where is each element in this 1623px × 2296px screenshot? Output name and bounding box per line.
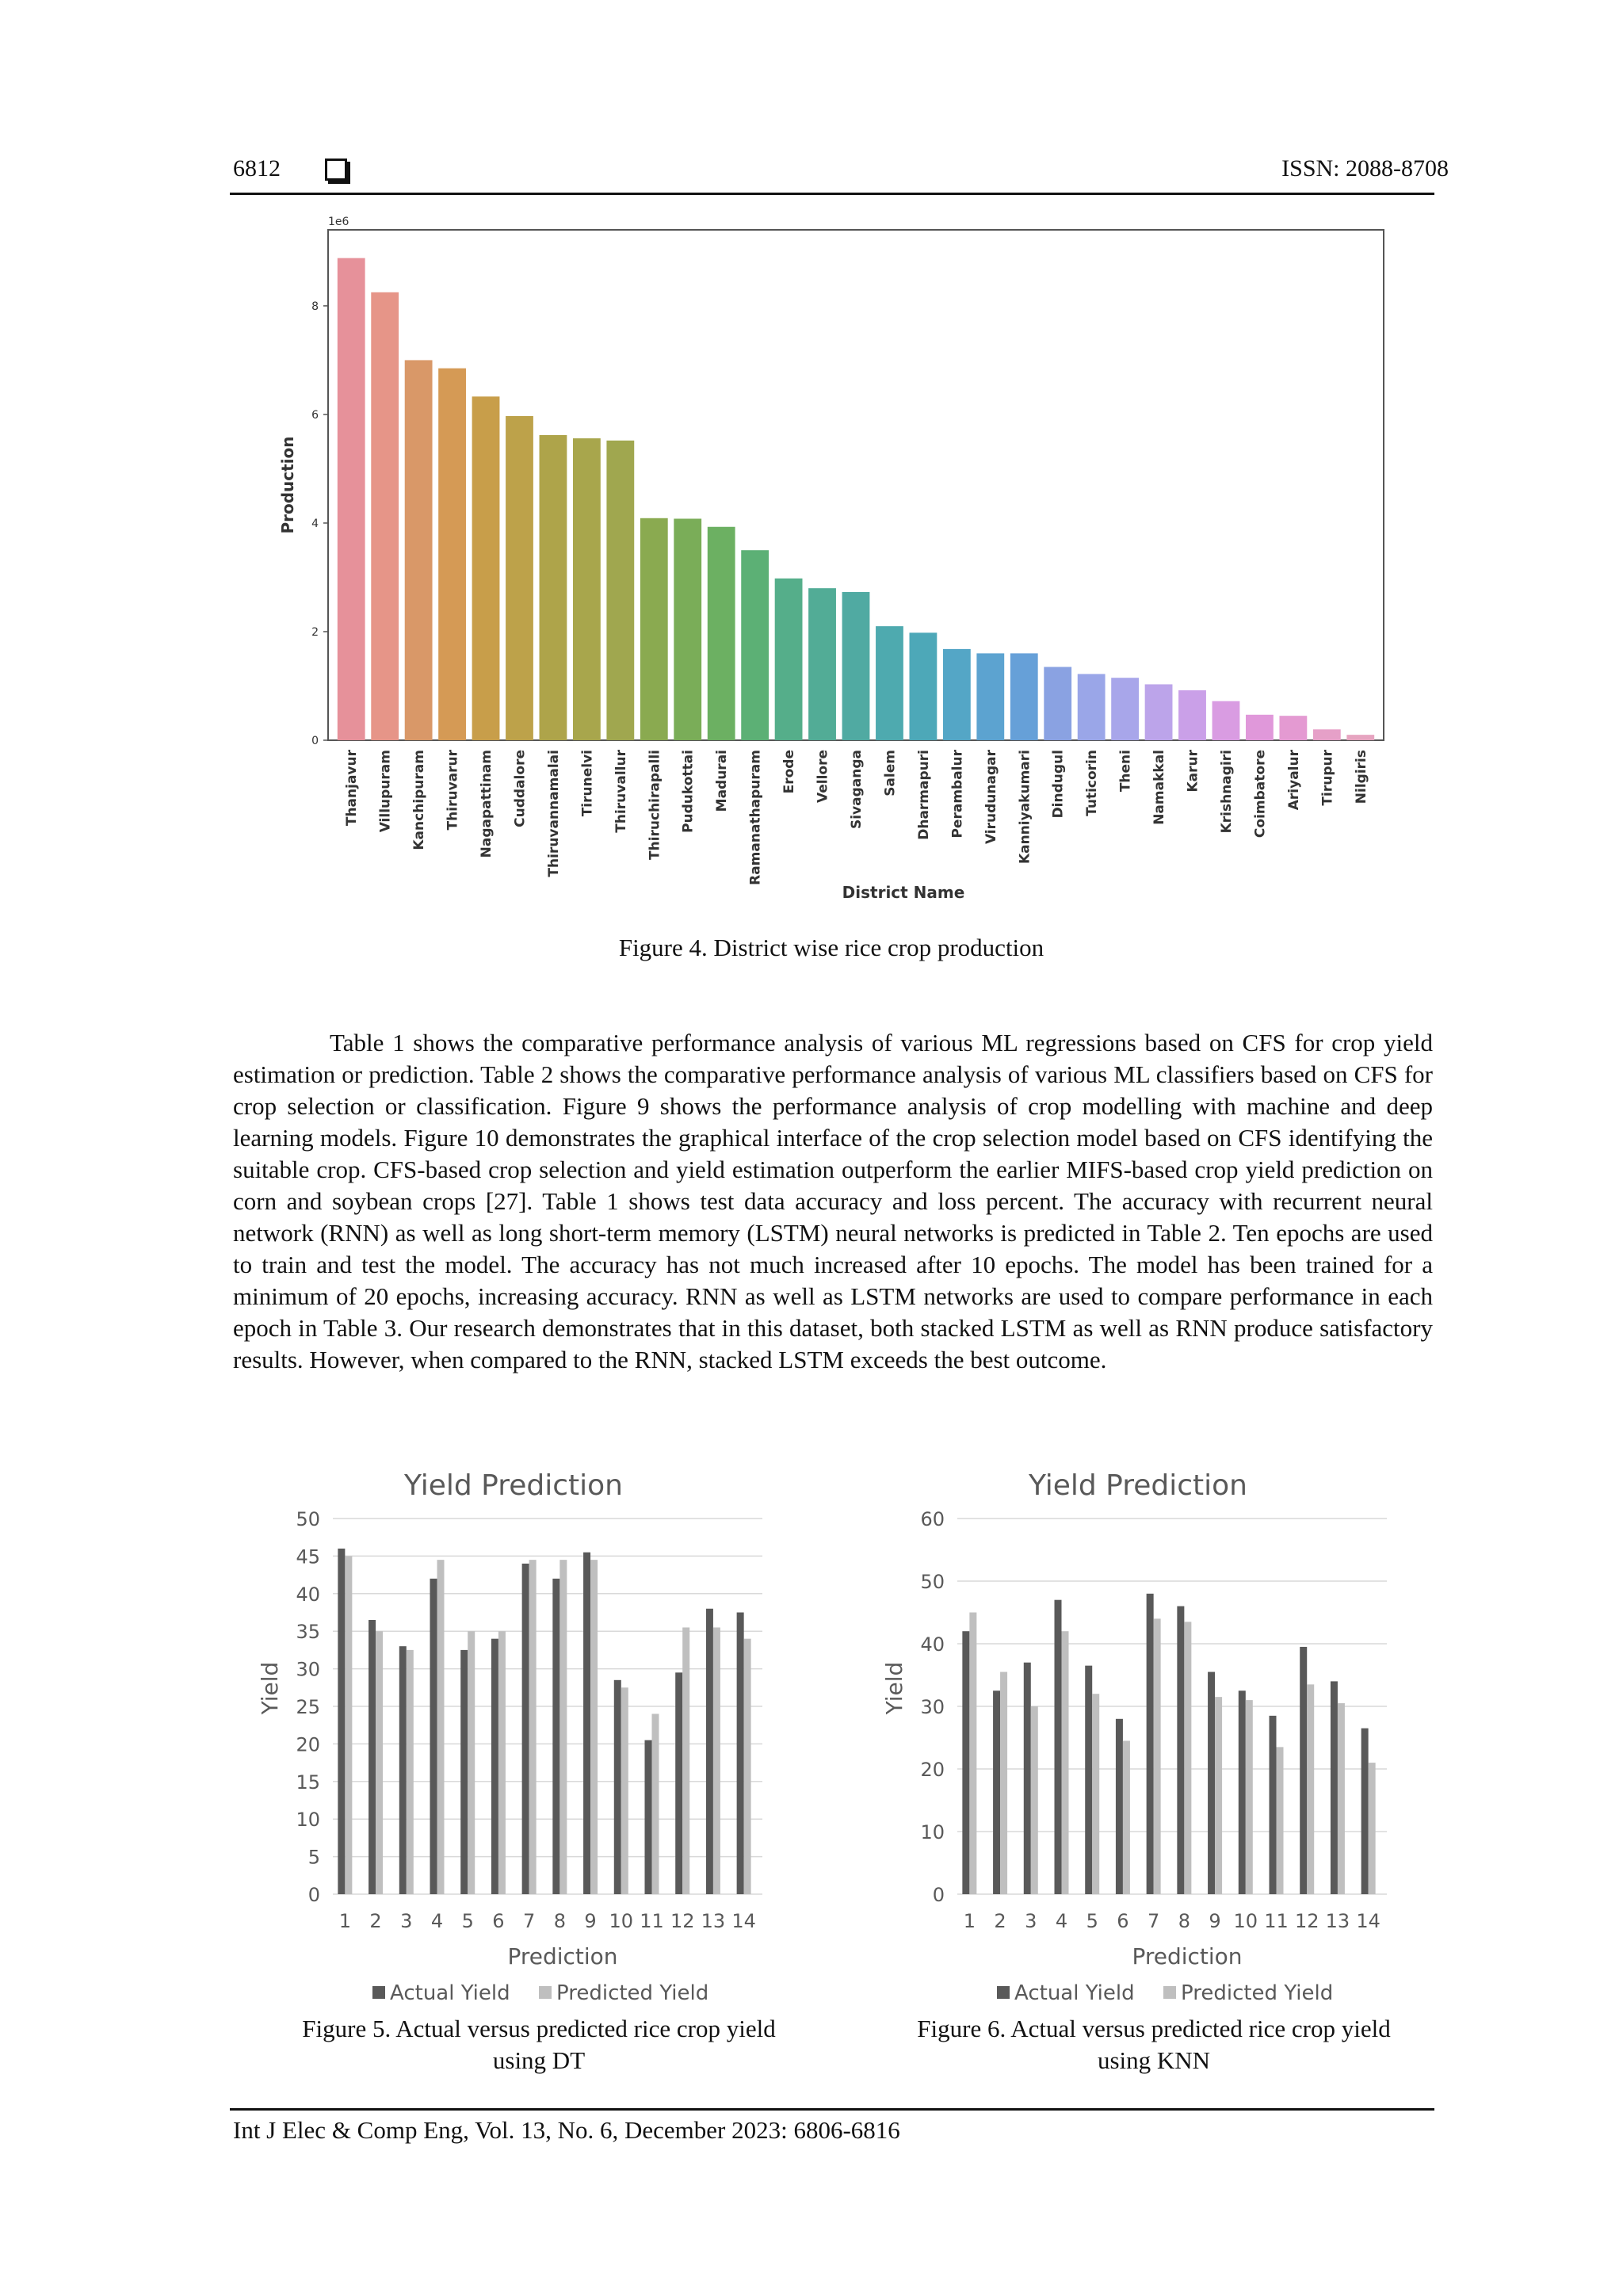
figure-5-caption-line1: Figure 5. Actual versus predicted rice crop yield: [302, 2015, 776, 2042]
bar-predicted-yield: [1338, 1703, 1345, 1894]
bar-actual-yield: [645, 1740, 652, 1894]
x-tick-label: 11: [640, 1910, 664, 1932]
y-axis-label: Yield: [881, 1661, 907, 1715]
x-tick-label: 5: [461, 1910, 474, 1932]
x-tick-label: 4: [430, 1910, 444, 1932]
bar-predicted-yield: [1062, 1631, 1069, 1894]
bar: [573, 438, 601, 740]
x-tick-label: 2: [994, 1910, 1006, 1932]
x-tick-label: Kanniyakumari: [1017, 750, 1033, 865]
x-tick-label: 8: [553, 1910, 566, 1932]
scale-label: 1e6: [328, 216, 349, 228]
y-tick-label: 2: [311, 625, 319, 639]
y-tick-label: 10: [920, 1821, 945, 1843]
x-tick-label: Krishnagiri: [1218, 750, 1235, 834]
x-tick-label: 6: [1117, 1910, 1129, 1932]
bar-actual-yield: [1239, 1690, 1246, 1894]
bar: [674, 518, 701, 740]
y-tick-label: 10: [296, 1809, 320, 1832]
x-tick-label: 3: [1025, 1910, 1037, 1932]
bar-predicted-yield: [1092, 1694, 1099, 1894]
x-tick-label: Dharmapuri: [915, 750, 932, 840]
figure-6-chart: [878, 1458, 1433, 2005]
x-tick-label: 14: [1356, 1910, 1381, 1932]
bar-predicted-yield: [1184, 1622, 1191, 1894]
x-tick-label: 3: [400, 1910, 413, 1932]
x-tick-label: Ariyalur: [1285, 750, 1302, 811]
x-tick-label: Sivaganga: [849, 750, 865, 830]
bar-predicted-yield: [682, 1627, 689, 1894]
x-tick-label: 12: [670, 1910, 695, 1932]
x-tick-label: Kanchipuram: [411, 750, 428, 850]
bar-actual-yield: [460, 1650, 468, 1894]
y-tick-label: 4: [311, 517, 319, 530]
bar-actual-yield: [675, 1672, 682, 1894]
bar-actual-yield: [737, 1613, 744, 1895]
figure-5-caption: [254, 2013, 824, 2076]
y-tick-label: 45: [296, 1545, 320, 1568]
x-tick-label: Pudukottai: [680, 750, 697, 833]
x-tick-label: Madurai: [714, 750, 731, 812]
y-tick-label: 30: [920, 1696, 945, 1718]
bar-actual-yield: [522, 1564, 529, 1894]
x-tick-label: Karur: [1185, 750, 1201, 793]
bar-actual-yield: [1116, 1719, 1123, 1894]
bar-predicted-yield: [1369, 1763, 1376, 1894]
bar: [741, 550, 769, 740]
bar: [1279, 716, 1307, 740]
x-tick-label: 9: [1209, 1910, 1221, 1932]
y-axis-label: Yield: [257, 1661, 283, 1715]
x-tick-label: 1: [963, 1910, 976, 1932]
bar: [540, 435, 567, 740]
bar-predicted-yield: [1277, 1747, 1284, 1894]
bar-actual-yield: [993, 1690, 1000, 1894]
x-tick-label: 9: [584, 1910, 597, 1932]
footer-citation: Int J Elec & Comp Eng, Vol. 13, No. 6, December 2023: 6806-6816: [233, 2116, 900, 2144]
bar: [808, 588, 836, 740]
figure-6-caption-line2: using KNN: [1097, 2046, 1211, 2074]
y-tick-label: 30: [296, 1658, 320, 1681]
x-tick-label: Thanjavur: [344, 750, 361, 827]
bar: [472, 396, 500, 740]
bar-actual-yield: [614, 1680, 621, 1894]
bar-predicted-yield: [621, 1687, 628, 1894]
x-tick-label: Virudunagar: [983, 749, 999, 845]
y-tick-label: 0: [311, 735, 319, 747]
x-tick-label: 14: [731, 1910, 756, 1932]
bar-predicted-yield: [744, 1639, 751, 1894]
y-tick-label: 60: [920, 1508, 945, 1530]
legend-label: Predicted Yield: [556, 1981, 709, 2005]
bar: [909, 632, 937, 740]
x-tick-label: 11: [1264, 1910, 1289, 1932]
bar-actual-yield: [491, 1639, 498, 1894]
x-tick-label: 2: [369, 1910, 382, 1932]
x-axis-label: Prediction: [507, 1943, 618, 1969]
y-tick-label: 0: [307, 1884, 320, 1906]
legend-label: Actual Yield: [390, 1981, 510, 2005]
bar: [1044, 667, 1071, 740]
bar: [1178, 690, 1206, 740]
figure-6-caption: [869, 2013, 1439, 2076]
body-paragraph: Table 1 shows the comparative performance analysis of various ML regressions based on CFS for crop yield estimation or prediction. Table 2 shows the comparative performance analysis of various ML classifiers based on CFS for crop selection or classification. Figure 9 shows the performance analysis of crop modelling with machine and deep learning models. Figure 10 demonstrates the graphical interface of the crop selection model based on CFS identifying the suitable crop. CFS-based crop selection and yield estimation outperform the earlier MIFS-based crop yield prediction on corn and soybean crops [27]. Table 1 shows test data accuracy and loss percent. The accuracy with recurrent neural network (RNN) as well as long short-term memory (LSTM) neural networks is predicted in Table 2. Ten epochs are used to train and test the model. The accuracy has not much increased after 10 epochs. The model has been trained for a minimum of 20 epochs, increasing accuracy. RNN as well as LSTM networks are used to compare performance in each epoch in Table 3. Our research demonstrates that in this dataset, both stacked LSTM as well as RNN produce satisfactory results. However, when compared to the RNN, stacked LSTM exceeds the best outcome.: [233, 1029, 1433, 1373]
bar-actual-yield: [369, 1620, 376, 1894]
bar: [606, 441, 634, 740]
x-tick-label: Tuticorin: [1084, 750, 1101, 816]
bar-actual-yield: [1331, 1681, 1338, 1894]
x-tick-label: Nagapattinam: [479, 750, 495, 858]
x-tick-label: 6: [492, 1910, 505, 1932]
bar-actual-yield: [1085, 1666, 1092, 1894]
x-tick-label: Nilgiris: [1353, 750, 1369, 804]
bar-predicted-yield: [437, 1560, 445, 1894]
y-tick-label: 8: [311, 300, 319, 313]
chart-title: Yield Prediction: [1029, 1469, 1247, 1502]
x-tick-label: Salem: [882, 750, 899, 797]
x-tick-label: 4: [1055, 1910, 1068, 1932]
page-number: 6812: [233, 155, 281, 181]
bar-predicted-yield: [1031, 1706, 1038, 1894]
bar-actual-yield: [430, 1579, 437, 1894]
bar-predicted-yield: [559, 1560, 567, 1894]
x-tick-label: Villupuram: [377, 750, 394, 833]
bar-actual-yield: [1055, 1600, 1062, 1894]
bar-actual-yield: [1177, 1606, 1184, 1894]
x-tick-label: Cuddalore: [512, 750, 529, 827]
x-tick-label: 8: [1178, 1910, 1190, 1932]
bar: [506, 416, 533, 740]
y-tick-label: 40: [920, 1633, 945, 1656]
header-rule: [230, 193, 1434, 195]
bar-actual-yield: [706, 1609, 713, 1894]
bar: [405, 360, 433, 740]
bar-predicted-yield: [1215, 1697, 1222, 1894]
y-axis-label: Production: [278, 436, 297, 534]
bar: [1212, 701, 1240, 740]
figure-5-caption-line2: using DT: [492, 2046, 586, 2074]
x-tick-label: 1: [338, 1910, 351, 1932]
x-tick-label: Theni: [1117, 750, 1134, 793]
bar: [842, 592, 870, 740]
x-tick-label: Thiruvarur: [445, 750, 461, 831]
bar-actual-yield: [1300, 1647, 1307, 1894]
bar: [943, 649, 971, 740]
x-tick-label: 13: [1325, 1910, 1350, 1932]
bar-actual-yield: [1024, 1663, 1031, 1894]
bar: [1078, 674, 1106, 740]
bar: [640, 518, 668, 740]
bar-actual-yield: [962, 1631, 969, 1894]
bar-actual-yield: [1361, 1729, 1369, 1894]
y-tick-label: 20: [296, 1733, 320, 1756]
bar-predicted-yield: [590, 1560, 598, 1894]
x-tick-label: 13: [701, 1910, 726, 1932]
y-tick-label: 50: [296, 1508, 320, 1530]
x-tick-label: Thiruvallur: [613, 750, 629, 833]
bar-predicted-yield: [468, 1631, 475, 1894]
x-tick-label: Tirunelvi: [579, 750, 596, 817]
y-tick-label: 20: [920, 1759, 945, 1781]
x-tick-label: Thiruvannamalai: [545, 750, 562, 877]
x-tick-label: Thiruchirapalli: [647, 750, 663, 860]
y-tick-label: 25: [296, 1696, 320, 1718]
x-tick-label: Coimbatore: [1252, 750, 1269, 839]
bar-predicted-yield: [407, 1650, 414, 1894]
legend-swatch-actual: [372, 1986, 385, 1999]
bar: [1313, 729, 1341, 740]
y-tick-label: 50: [920, 1571, 945, 1593]
bar-predicted-yield: [1154, 1618, 1161, 1894]
bar: [1246, 715, 1274, 740]
legend-swatch-actual: [997, 1986, 1010, 1999]
bar: [976, 653, 1004, 740]
bar: [708, 527, 735, 740]
y-tick-label: 5: [307, 1846, 320, 1869]
bar-actual-yield: [1147, 1594, 1154, 1894]
bar-actual-yield: [1208, 1672, 1215, 1894]
x-tick-label: 7: [523, 1910, 536, 1932]
y-tick-label: 35: [296, 1621, 320, 1644]
bar: [1346, 735, 1374, 740]
y-tick-label: 0: [932, 1884, 945, 1906]
bar: [1145, 684, 1173, 740]
bar-actual-yield: [583, 1553, 590, 1894]
x-tick-label: Vellore: [815, 750, 831, 804]
issn: ISSN: 2088-8708: [1281, 155, 1449, 181]
bar: [775, 579, 803, 740]
bar-predicted-yield: [713, 1627, 720, 1894]
bar-predicted-yield: [1123, 1740, 1130, 1894]
bar-predicted-yield: [376, 1631, 383, 1894]
figure-4-chart: [269, 214, 1395, 911]
bar-predicted-yield: [529, 1560, 537, 1894]
x-tick-label: Ramanathapuram: [747, 750, 764, 885]
legend-label: Actual Yield: [1014, 1981, 1135, 2005]
x-axis-label: Prediction: [1132, 1943, 1243, 1969]
bar-predicted-yield: [345, 1556, 352, 1894]
bar-actual-yield: [1270, 1716, 1277, 1894]
chart-title: Yield Prediction: [404, 1469, 623, 1502]
bar: [1010, 653, 1038, 740]
figure-4-caption: Figure 4. District wise rice crop production: [618, 934, 1044, 961]
x-tick-label: 10: [1233, 1910, 1258, 1932]
bar-actual-yield: [338, 1549, 345, 1894]
bar-actual-yield: [552, 1579, 559, 1894]
legend-swatch-predicted: [1163, 1986, 1176, 1999]
legend-swatch-predicted: [539, 1986, 552, 1999]
x-tick-label: 7: [1148, 1910, 1160, 1932]
y-tick-label: 6: [311, 408, 319, 422]
bar-predicted-yield: [498, 1631, 506, 1894]
x-tick-label: Namakkal: [1151, 750, 1168, 825]
bar-predicted-yield: [1307, 1684, 1314, 1894]
checkbox-square-icon: [325, 159, 347, 181]
bar: [876, 626, 903, 740]
x-tick-label: Perambalur: [949, 750, 966, 839]
x-tick-label: Tirupur: [1319, 750, 1336, 806]
x-axis-label: District Name: [842, 883, 965, 902]
bar-actual-yield: [399, 1646, 407, 1894]
bar: [338, 258, 365, 740]
x-tick-label: 10: [609, 1910, 634, 1932]
x-tick-label: 12: [1294, 1910, 1319, 1932]
y-tick-label: 15: [296, 1771, 320, 1794]
bar-predicted-yield: [1246, 1700, 1253, 1894]
bar-predicted-yield: [1000, 1672, 1007, 1894]
bar-predicted-yield: [652, 1713, 659, 1894]
x-tick-label: 5: [1086, 1910, 1098, 1932]
legend-label: Predicted Yield: [1181, 1981, 1334, 2005]
footer-rule: [230, 2108, 1434, 2111]
figure-5-chart: [254, 1458, 808, 2005]
bar: [1111, 678, 1139, 740]
bar-predicted-yield: [969, 1613, 976, 1895]
bar: [438, 369, 466, 740]
y-tick-label: 40: [296, 1583, 320, 1606]
x-tick-label: Erode: [781, 750, 798, 794]
bar: [371, 292, 399, 740]
figure-6-caption-line1: Figure 6. Actual versus predicted rice crop yield: [917, 2015, 1391, 2042]
x-tick-label: Dindugul: [1050, 750, 1067, 819]
